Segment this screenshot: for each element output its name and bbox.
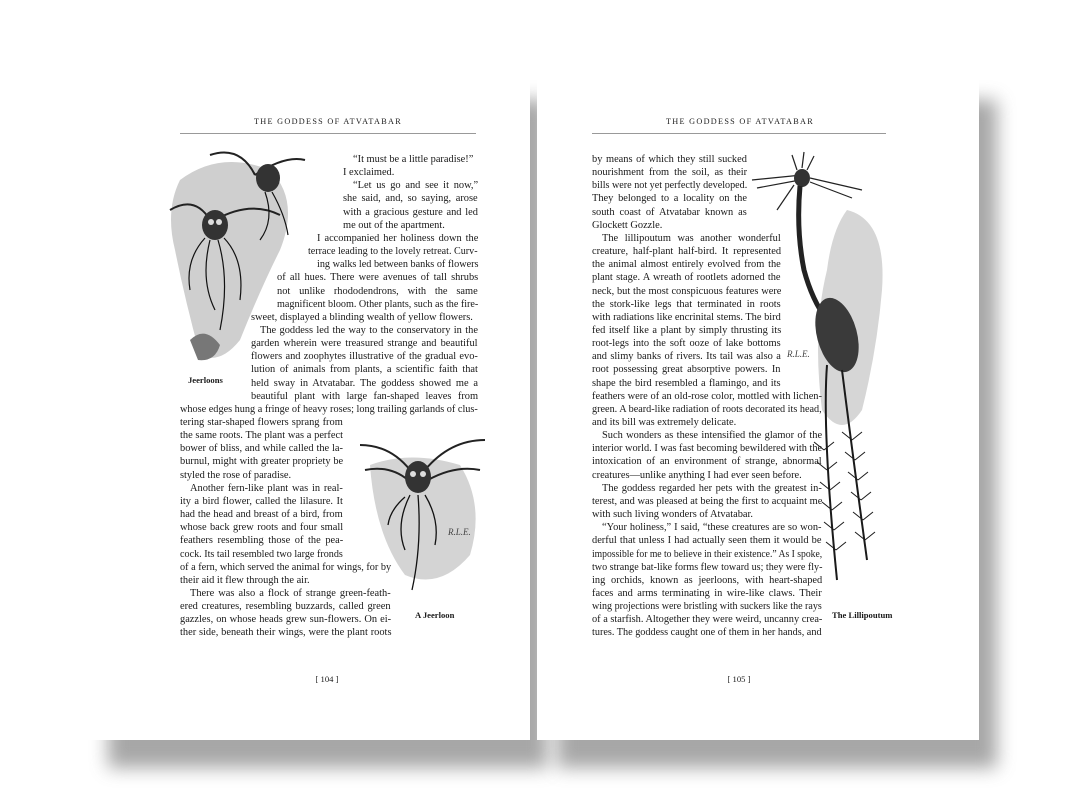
caption-jeerloons: Jeerloons [188,375,223,385]
text-line: and slimy banks of rivers. Its tail was also a [592,351,781,363]
text-line: terrace leading to the lovely retreat. Curv- [308,246,478,258]
page-number-left: [ 104 ] [315,674,339,684]
text-line: held sway in Atvatabar. The goddess showed me a [251,377,479,389]
text-line: root-legs into the soft ooze of lake bottoms [592,338,781,350]
text-line: The goddess led the way to the conservatory in the [260,324,478,336]
text-line: root possessing great absorptive powers. In [592,364,781,376]
page-number-right: [ 105 ] [727,674,751,684]
text-line: “Your holiness,” I said, “these creatures are so won- [602,522,822,534]
text-line: of a starfish. Altogether they were weird, uncanny crea- [592,614,823,626]
text-line: The goddess regarded her pets with the greatest in- [602,482,822,494]
jeerloon-illustration [350,425,490,600]
text-line: by means of which they still sucked [592,154,747,165]
text-line: interior world. I was fast becoming bewildered with the [592,443,823,455]
text-line: gazzles, on whose heads grew sun-flowers. On ei- [180,614,392,626]
text-line: burnul, might with greater propriety be [180,456,344,468]
text-line: the same roots. The plant was a perfect [180,430,343,442]
text-line: “Let us go and see it now,” [353,180,479,192]
text-line: tures. The goddess caught one of them in her hands, and [592,627,822,639]
text-line: ther side, beneath their wings, were the plant roots [180,627,392,639]
running-head-right: THE GODDESS OF ATVATABAR [666,117,814,126]
text-line: Another fern-like plant was in real- [190,482,343,494]
text-line: They belonged to a locality on the [592,193,747,205]
text-line: ing walks led between banks of flowers [317,259,479,271]
text-line: their aid it flew through the air. [180,574,310,586]
header-rule-left [180,133,476,134]
text-line: with such living wonders of Atvatabar. [592,509,754,521]
text-line: feathers resembling those of the pea- [180,535,344,547]
text-line: sweet, displayed a blinding wealth of yellow flowers. [251,311,473,323]
text-line: feathers were of an old-rose color, mottled with lichen- [592,390,822,402]
text-line: ered creatures, resembling buzzards, called green [180,601,391,613]
text-line: ity a bird flower, called the lilasure. It [180,495,343,507]
text-line: terest, and was pleased at being the first to acquaint me [592,495,823,507]
text-line: Such wonders as these intensified the glamor of the [602,430,823,442]
text-line: green. A beard-like radiation of roots decorated its head, [592,403,822,415]
text-line: the animal almost entirely evolved from the [592,259,781,271]
text-line: she said, and, so saying, arose [343,193,478,205]
text-line: with radiations like encrinital stems. The bird [592,311,781,323]
text-line: flowers and zoophytes illustrative of the gradual evo- [251,351,478,363]
text-line: beautiful plant with large fan-shaped leaves from [251,390,479,402]
text-line: of all hues. There were avenues of tall shrubs [277,272,479,284]
text-line: lution of animals from plants, a scientific faith that [251,364,478,376]
text-line: two strange bat-like forms flew toward us; they were fly- [592,561,823,573]
caption-the-lillipoutum: The Lillipoutum [832,610,893,620]
text-line: whose back grew roots and four small [180,522,344,534]
text-line: “It must be a little paradise!” [353,154,474,165]
text-line: tering star-shaped flowers sprang from [180,417,343,428]
text-line: intoxication of an environment of strange, abnormal [592,456,822,468]
text-line: I exclaimed. [343,167,395,179]
text-line: Glockett Gozzle. [592,219,663,231]
text-line: impossible for me to believe in their existence.” As I spoke, [592,548,823,560]
text-line: had the head and breast of a bird, from [180,509,343,521]
text-line: shape the bird resembled a flamingo, and its [592,377,781,389]
text-line: creature, half-plant half-bird. It represented [592,246,782,258]
caption-a-jeerloon: A Jeerloon [415,610,455,620]
text-line: garden wherein were treasured strange and beautiful [251,338,478,350]
text-line: faces and arms terminating in wire-like claws. Their [592,587,822,599]
text-line: the stork-like legs that terminated in roots [592,298,781,310]
text-line: I accompanied her holiness down the [317,232,479,244]
text-line: styled the rose of paradise. [180,469,292,481]
svg-text:R.L.E.: R.L.E. [448,527,471,537]
text-line: nourishment from the soil, as their [592,167,748,179]
running-head-left: THE GODDESS OF ATVATABAR [254,117,402,126]
text-line: bills were not yet perfectly developed. [592,180,748,192]
text-line: fed itself like a plant by simply thrusting its [592,324,782,336]
text-line: There was also a flock of strange green-feath- [190,587,391,599]
text-line: The lillipoutum was another wonderful [602,232,781,244]
text-line: bower of bliss, and while called the la- [180,443,344,455]
text-line: south coast of Atvatabar known as [592,206,747,218]
svg-text:R.L.E.: R.L.E. [787,349,810,359]
text-line: ing orchids, known as jeerloons, with heart-shaped [592,574,823,586]
text-line: derful that unless I had actually seen them it would be [592,535,822,547]
header-rule-right [592,133,886,134]
text-line: cock. Its tail resembled two large fronds [180,548,343,560]
text-line: of a fern, which served the animal for wings, for by [180,561,392,573]
text-line: plant stage. A wreath of rootlets adorned the [592,272,781,284]
text-line: neck, but the most conspicuous features were [592,285,782,297]
text-line: magnificent bloom. Other plants, such as the fire- [277,298,479,310]
text-line: with a gracious gesture and led [343,206,478,218]
text-line: me out of the apartment. [343,219,445,231]
text-line: not unlike rhododendrons, with the same [277,285,478,297]
text-line: and its bill was extremely delicate. [592,417,737,428]
text-line: wing projections were bristling with suckers like the rays [592,601,822,613]
text-line: whose edges hung a fringe of heavy roses; long trailing garlands of clus- [180,403,478,415]
text-line: creatures—unlike anything I had ever seen before. [592,469,802,481]
